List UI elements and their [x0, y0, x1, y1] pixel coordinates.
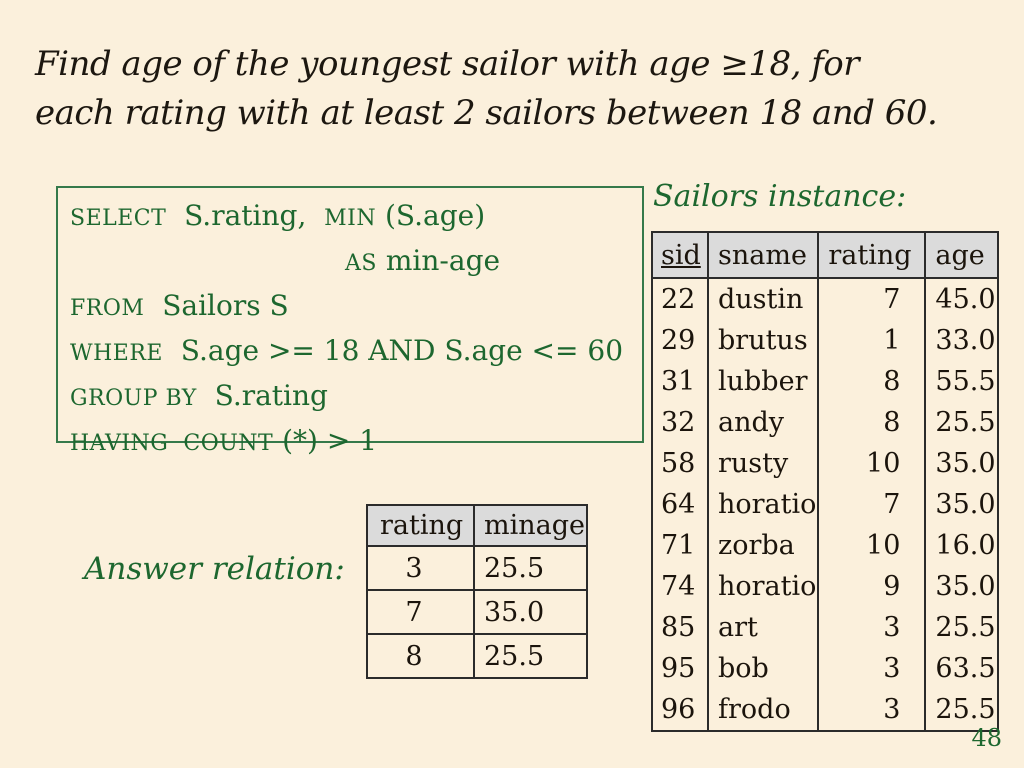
table-cell: 3	[818, 607, 925, 648]
table-cell: 3	[818, 648, 925, 689]
table-cell: 71	[661, 530, 696, 561]
sql-query-box	[56, 186, 644, 457]
slide-title	[35, 40, 937, 138]
sql-keyword: SELECT	[70, 206, 167, 231]
table-row	[652, 484, 998, 525]
sql-text: (S.age)	[376, 199, 486, 232]
sailors-instance-label: Sailors instance:	[653, 179, 907, 214]
table-cell: 16.0	[925, 525, 997, 566]
table-cell: 25.5	[474, 546, 587, 590]
table-cell: 10	[818, 443, 925, 484]
column-header-rating: rating	[818, 232, 925, 278]
sql-keyword: AS	[345, 251, 377, 276]
table-cell: art	[708, 607, 818, 648]
column-header-age: age	[925, 232, 997, 278]
sql-line	[70, 420, 642, 465]
column-header-sname: sname	[708, 232, 818, 278]
sql-keyword: MIN	[324, 206, 377, 231]
table-cell: 95	[661, 653, 696, 684]
sql-line	[345, 240, 642, 285]
table-cell: 25.5	[925, 607, 997, 648]
table-row	[652, 278, 998, 320]
table-cell: 25.5	[925, 402, 997, 443]
table-cell: horatio	[708, 484, 818, 525]
table-cell: frodo	[708, 689, 818, 731]
table-cell: 7	[818, 484, 925, 525]
column-header-minage: minage	[474, 505, 587, 546]
sql-keyword: WHERE	[70, 341, 163, 366]
table-cell: 32	[661, 407, 696, 438]
table-cell: horatio	[708, 566, 818, 607]
table-row	[367, 590, 587, 634]
table-cell: zorba	[708, 525, 818, 566]
title-line-2: each rating with at least 2 sailors between 18 and 60.	[35, 93, 938, 133]
table-cell: 55.5	[925, 361, 997, 402]
column-header-rating: rating	[367, 505, 474, 546]
table-cell: 7	[367, 590, 474, 634]
table-row	[652, 525, 998, 566]
table-cell: 63.5	[925, 648, 997, 689]
answer-relation-label: Answer relation:	[84, 551, 345, 587]
table-cell: 35.0	[474, 590, 587, 634]
table-cell: 74	[661, 571, 696, 602]
sql-keyword: GROUP BY	[70, 386, 197, 411]
table-row	[652, 361, 998, 402]
title-line-1: Find age of the youngest sailor with age ≥18, for	[35, 44, 860, 84]
table-cell: 8	[818, 361, 925, 402]
table-cell: 3	[818, 689, 925, 731]
table-row	[367, 634, 587, 678]
table-cell: bob	[708, 648, 818, 689]
table-row	[652, 689, 998, 731]
sql-line	[70, 285, 642, 330]
table-cell: 31	[661, 366, 696, 397]
header-row	[652, 232, 998, 278]
table-cell: 8	[367, 634, 474, 678]
table-cell: lubber	[708, 361, 818, 402]
table-cell: 25.5	[925, 689, 997, 731]
table-cell: 35.0	[925, 484, 997, 525]
table-cell: andy	[708, 402, 818, 443]
table-cell: 35.0	[925, 443, 997, 484]
table-cell: dustin	[708, 278, 818, 320]
column-header-sid: sid	[652, 232, 708, 278]
sql-line	[70, 195, 642, 240]
table-row	[367, 546, 587, 590]
table-cell: 85	[661, 612, 696, 643]
table-cell: 7	[818, 278, 925, 320]
table-row	[652, 443, 998, 484]
sql-text: S.rating,	[166, 199, 325, 232]
table-cell: 10	[818, 525, 925, 566]
header-row	[367, 505, 587, 546]
table-row	[652, 320, 998, 361]
table-cell: 8	[818, 402, 925, 443]
table-cell: 64	[661, 489, 696, 520]
table-cell: 96	[661, 694, 696, 725]
table-row	[652, 607, 998, 648]
table-cell: 58	[661, 448, 696, 479]
table-row	[652, 648, 998, 689]
table-row	[652, 566, 998, 607]
sailors-table	[651, 231, 999, 732]
table-cell: 3	[367, 546, 474, 590]
sql-keyword: HAVING COUNT	[70, 431, 274, 456]
table-cell: 22	[661, 284, 696, 315]
sql-line	[70, 330, 642, 375]
page-number: 48	[971, 724, 1002, 752]
sql-text: S.age >= 18 AND S.age <= 60	[162, 334, 624, 367]
table-cell: 33.0	[925, 320, 997, 361]
table-cell: rusty	[708, 443, 818, 484]
table-cell: 9	[818, 566, 925, 607]
sql-text: (*) > 1	[273, 424, 378, 457]
sql-text: S.rating	[196, 379, 328, 412]
table-cell: 35.0	[925, 566, 997, 607]
sql-keyword: FROM	[70, 296, 145, 321]
table-cell: 25.5	[474, 634, 587, 678]
sql-text: min-age	[376, 244, 501, 277]
table-cell: 45.0	[925, 278, 997, 320]
table-row	[652, 402, 998, 443]
table-cell: 1	[818, 320, 925, 361]
answer-table	[366, 504, 588, 679]
sql-text: Sailors S	[144, 289, 289, 322]
table-cell: 29	[661, 325, 696, 356]
table-cell: brutus	[708, 320, 818, 361]
sql-line	[70, 375, 642, 420]
